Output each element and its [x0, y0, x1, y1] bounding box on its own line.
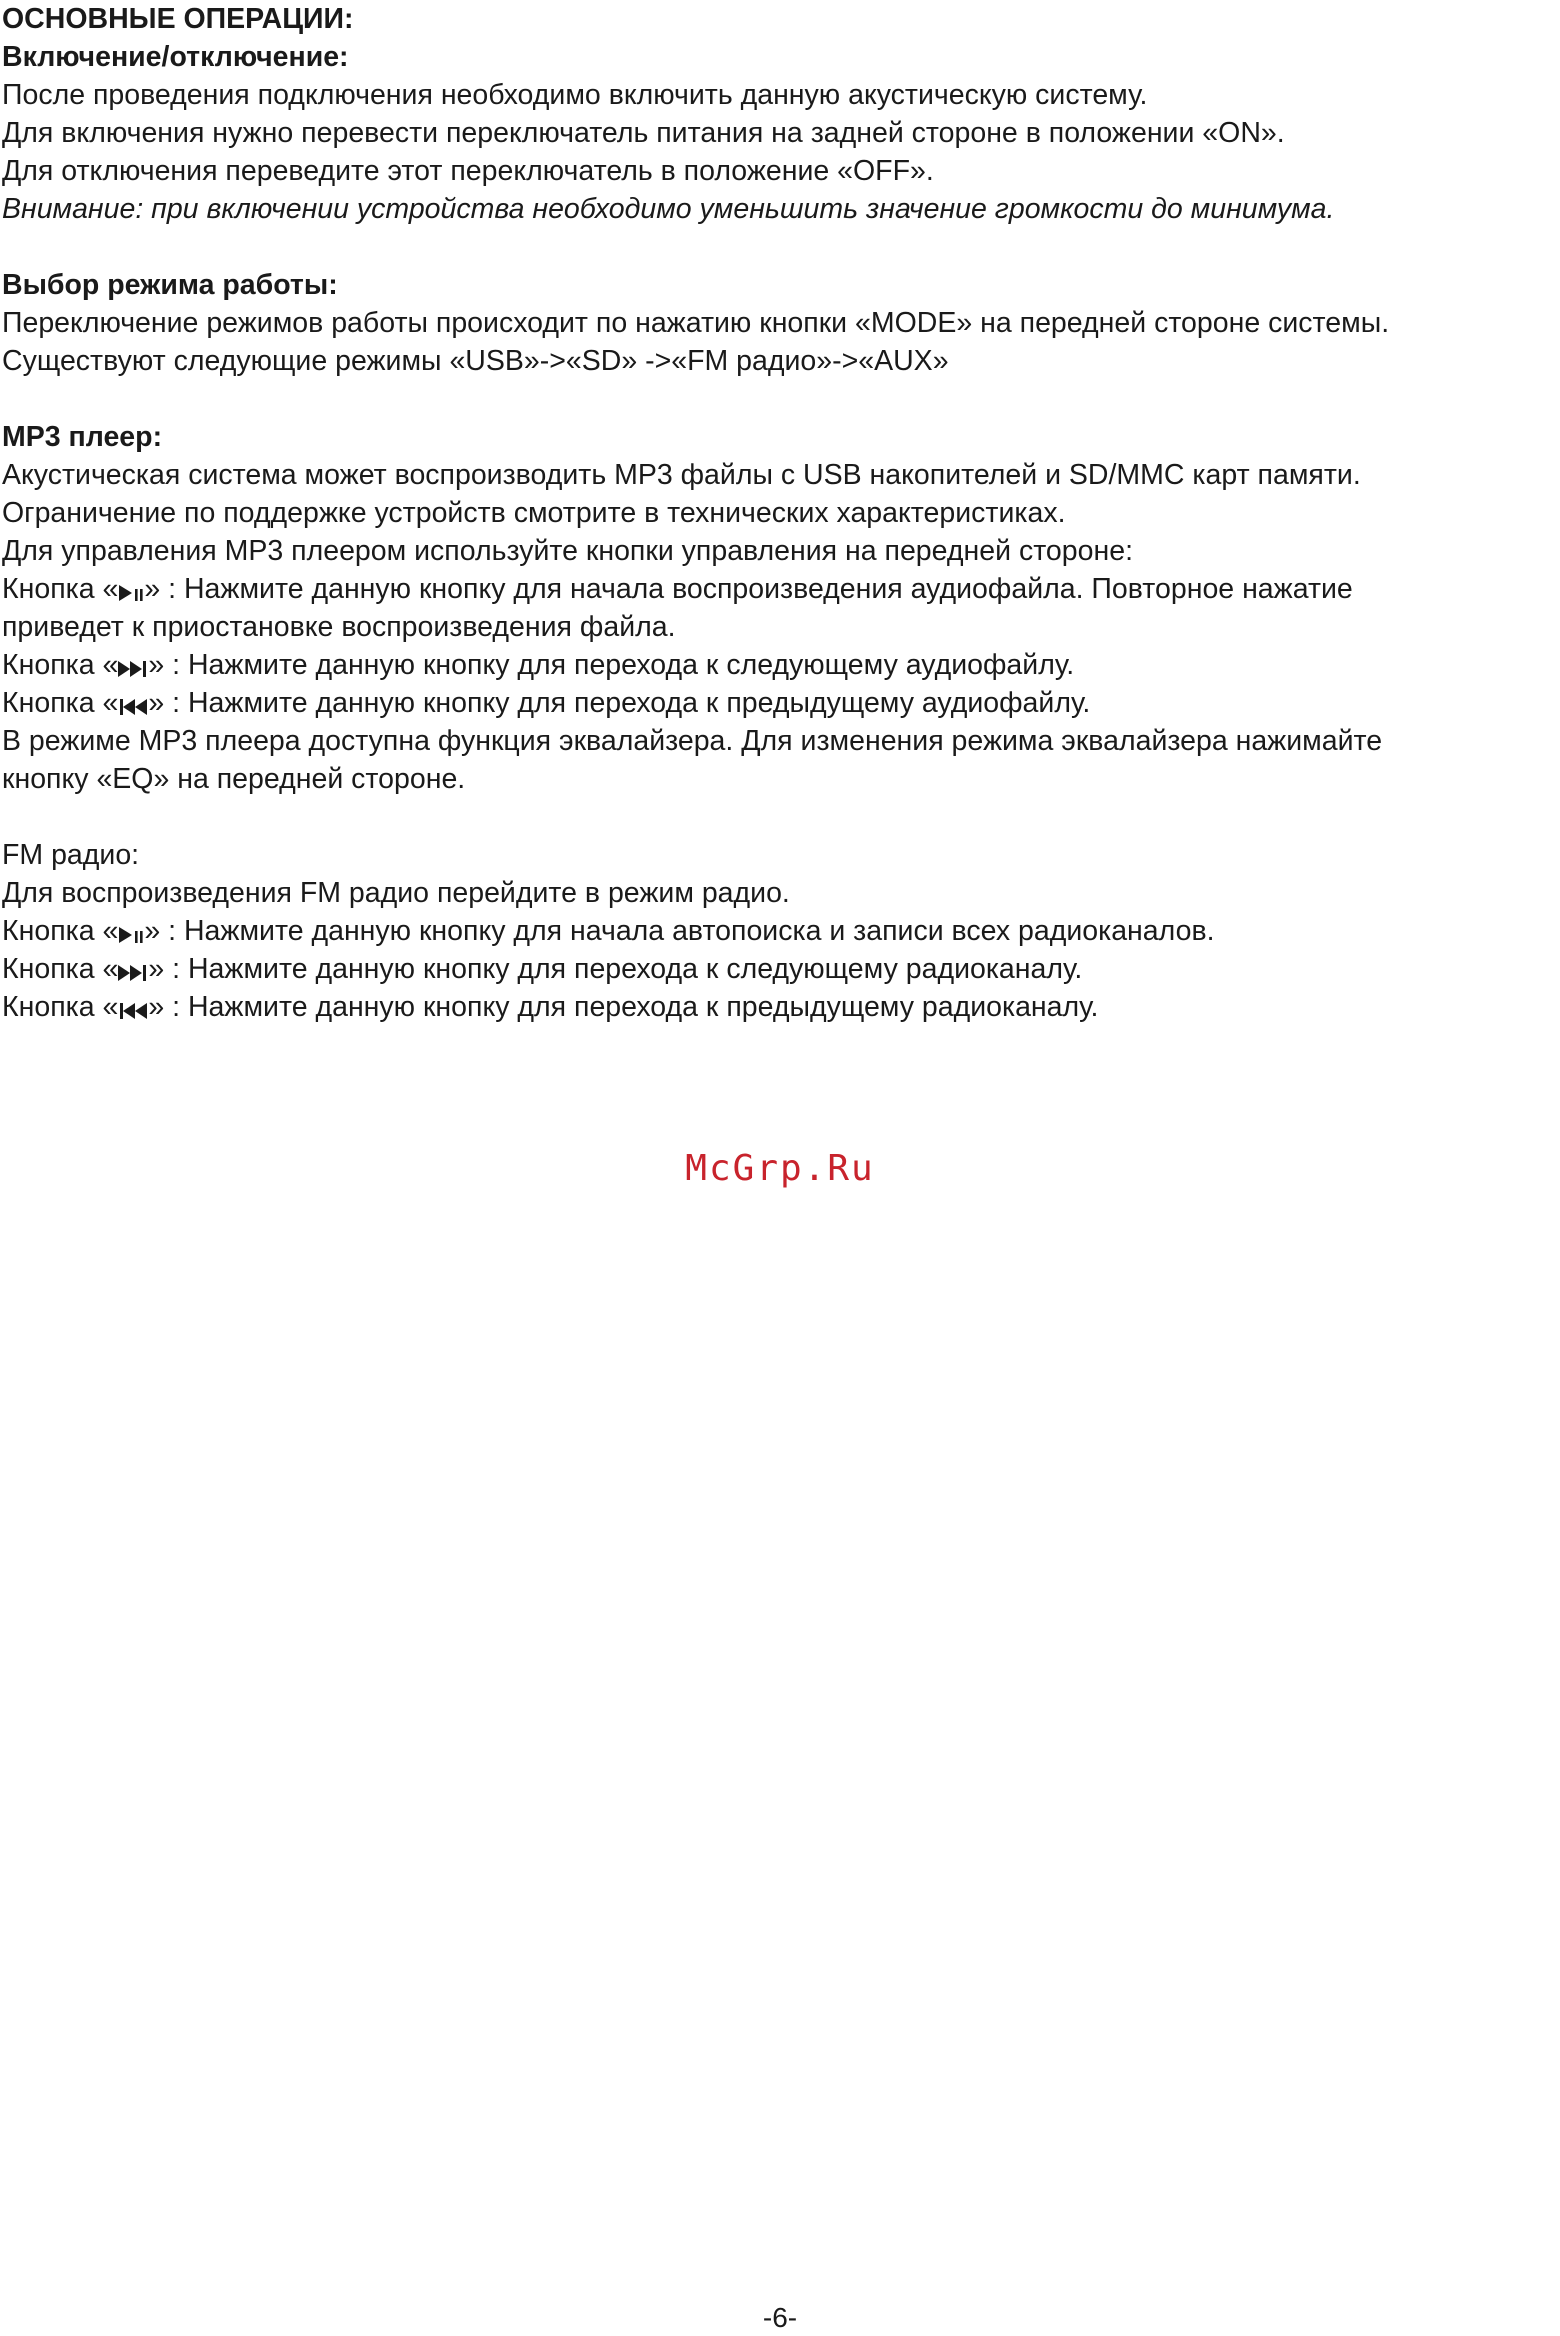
- mp3-text-line: В режиме MP3 плеера доступна функция эквалайзера. Для изменения режима эквалайзера нажимайте: [2, 725, 1383, 757]
- fm-prev-instruction: Кнопка « » : Нажмите данную кнопку для перехода к предыдущему радиоканалу.: [2, 991, 1099, 1023]
- power-text-line: После проведения подключения необходимо включить данную акустическую систему.: [2, 79, 1148, 111]
- mp3-text-line: приведет к приостановке воспроизведения файла.: [2, 611, 676, 643]
- fm-play-instruction: Кнопка « » : Нажмите данную кнопку для начала автопоиска и записи всех радиоканалов.: [2, 915, 1215, 947]
- mp3-text-line: Для управления MP3 плеером используйте кнопки управления на передней стороне:: [2, 535, 1133, 567]
- fm-next-instruction: Кнопка « » : Нажмите данную кнопку для перехода к следующему радиоканалу.: [2, 953, 1083, 985]
- mp3-heading: MP3 плеер:: [2, 421, 163, 453]
- page-number: -6-: [762, 2302, 798, 2333]
- mp3-text-line: Акустическая система может воспроизводить MP3 файлы с USB накопителей и SD/MMC карт памяти.: [2, 459, 1361, 491]
- next-track-icon: [118, 960, 148, 982]
- power-heading: Включение/отключение:: [2, 41, 349, 73]
- power-warning: Внимание: при включении устройства необходимо уменьшить значение громкости до минимума.: [2, 193, 1335, 225]
- previous-track-icon: [118, 694, 148, 716]
- mode-text-line: Существуют следующие режимы «USB»->«SD» ->«FM радио»->«AUX»: [2, 345, 949, 377]
- power-text-line: Для включения нужно перевести переключатель питания на задней стороне в положении «ON».: [2, 117, 1285, 149]
- mode-heading: Выбор режима работы:: [2, 269, 338, 301]
- watermark: McGrp.Ru: [685, 1148, 875, 1189]
- mp3-play-instruction: Кнопка « » : Нажмите данную кнопку для начала воспроизведения аудиофайла. Повторное нажатие: [2, 573, 1353, 605]
- page-title: ОСНОВНЫЕ ОПЕРАЦИИ:: [2, 3, 354, 35]
- fm-heading: FM радио:: [2, 839, 140, 871]
- mp3-text-line: кнопку «EQ» на передней стороне.: [2, 763, 466, 795]
- mp3-prev-instruction: Кнопка « » : Нажмите данную кнопку для перехода к предыдущему аудиофайлу.: [2, 687, 1091, 719]
- fm-text-line: Для воспроизведения FM радио перейдите в режим радио.: [2, 877, 790, 909]
- power-text-line: Для отключения переведите этот переключатель в положение «OFF».: [2, 155, 934, 187]
- play-pause-icon: [118, 580, 144, 602]
- mp3-next-instruction: Кнопка « » : Нажмите данную кнопку для перехода к следующему аудиофайлу.: [2, 649, 1075, 681]
- play-pause-icon: [118, 922, 144, 944]
- mode-text-line: Переключение режимов работы происходит по нажатию кнопки «MODE» на передней стороне системы.: [2, 307, 1390, 339]
- previous-track-icon: [118, 998, 148, 1020]
- next-track-icon: [118, 656, 148, 678]
- document-body: [2, 0, 1558, 1026]
- mp3-text-line: Ограничение по поддержке устройств смотрите в технических характеристиках.: [2, 497, 1066, 529]
